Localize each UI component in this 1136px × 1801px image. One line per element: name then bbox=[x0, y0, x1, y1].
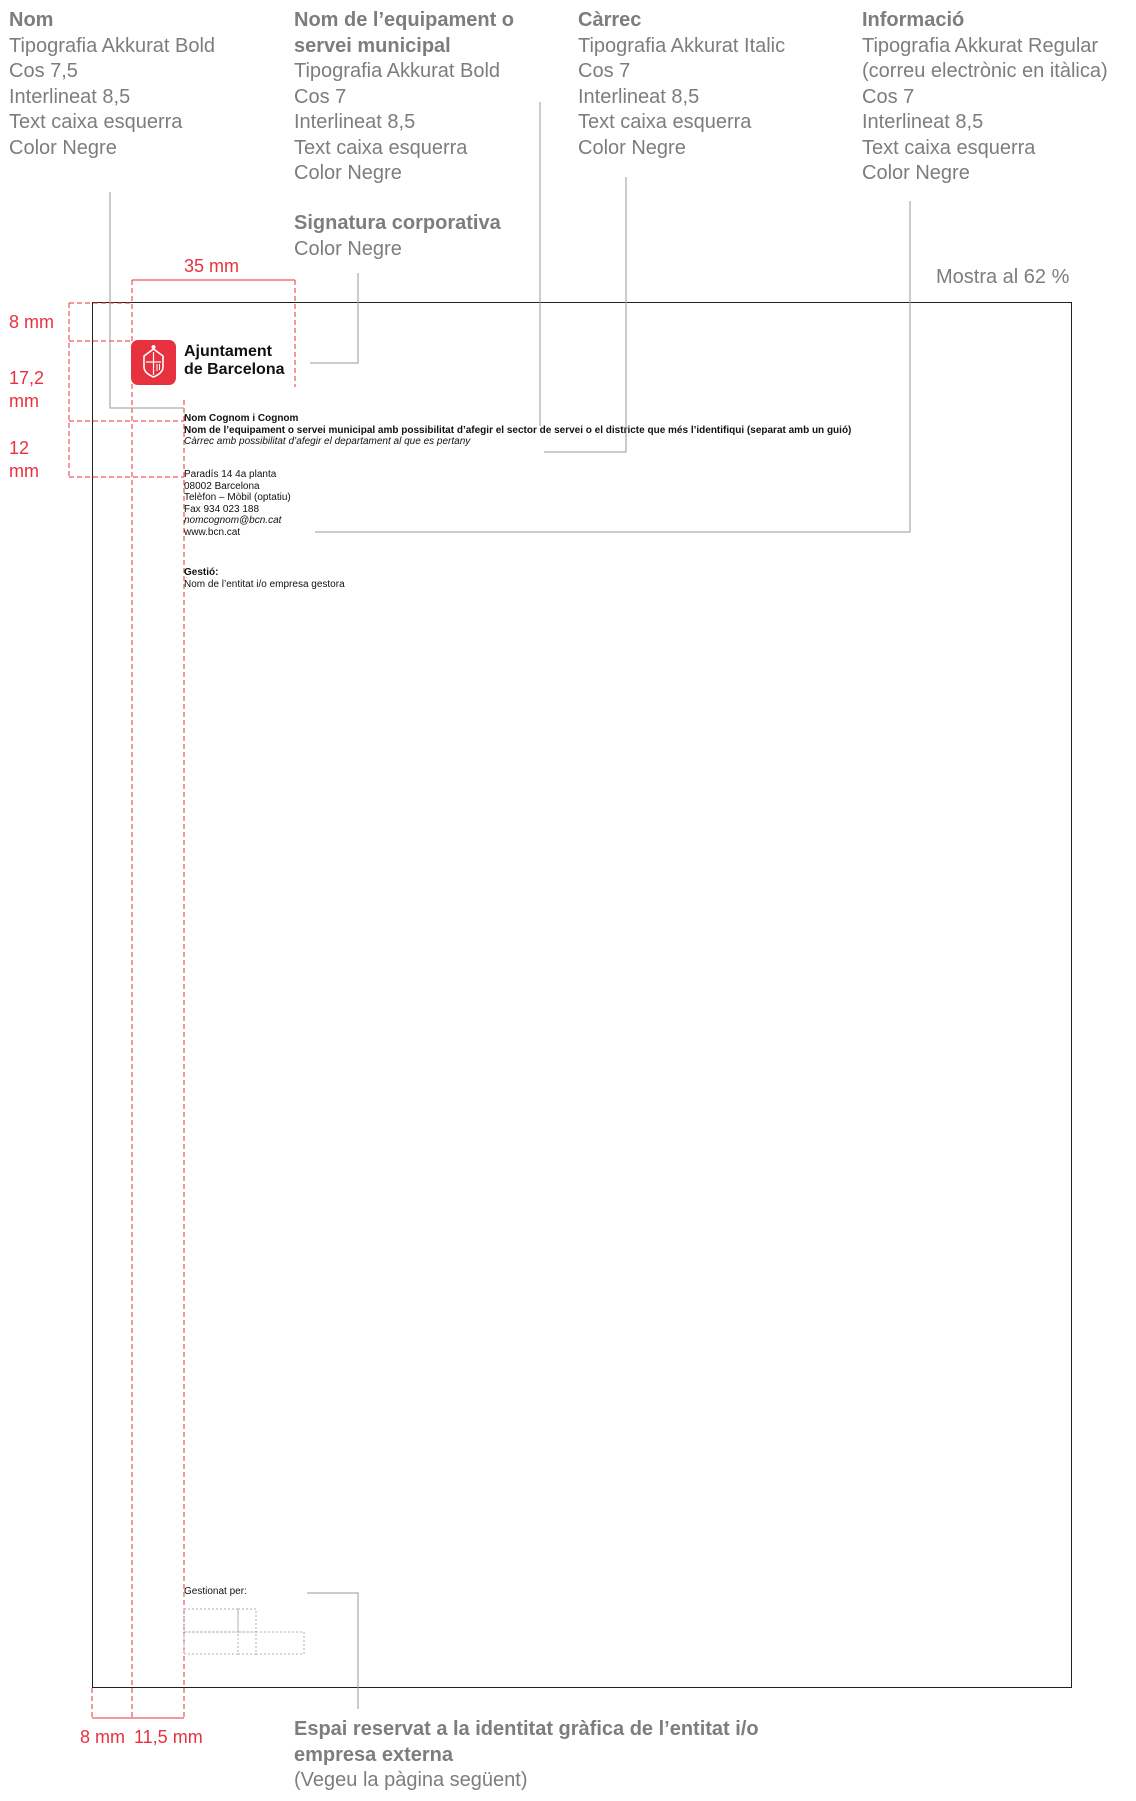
spec-carrec-line: Tipografia Akkurat Italic bbox=[578, 34, 786, 57]
spec-informacio-line: Tipografia Akkurat Regular bbox=[862, 34, 1099, 57]
spec-carrec-line: Color Negre bbox=[578, 136, 686, 159]
spec-informacio-line: (correu electrònic en itàlica) bbox=[862, 60, 1108, 82]
spec-carrec-heading: Càrrec bbox=[578, 9, 642, 31]
letter-equipment: Nom de l’equipament o servei municipal amb possibilitat d’afegir el sector de servei o el districte que més l’identifiqui (separat amb un guió) bbox=[184, 424, 852, 436]
spec-carrec-line: Interlineat 8,5 bbox=[578, 85, 700, 108]
measure-bottom-right: 11,5 mm bbox=[134, 1727, 203, 1747]
measure-top-width: 35 mm bbox=[184, 256, 240, 276]
callout-signatura bbox=[310, 273, 358, 363]
letter-phone: Telèfon – Mòbil (optatiu) bbox=[184, 492, 291, 503]
logo-line: de Barcelona bbox=[184, 361, 285, 378]
spec-nom-line: Interlineat 8,5 bbox=[9, 85, 131, 108]
measure-bottom-left: 8 mm bbox=[80, 1727, 125, 1747]
logo-line: Ajuntament bbox=[184, 343, 272, 360]
spec-equipament-line: Interlineat 8,5 bbox=[294, 111, 416, 133]
spec-signatura-line: Color Negre bbox=[294, 237, 402, 260]
callout-reserved-area bbox=[307, 1593, 358, 1709]
letter-position: Càrrec amb possibilitat d’afegir el departament al que es pertany bbox=[184, 436, 471, 447]
footer-note: (Vegeu la pàgina següent) bbox=[294, 1769, 528, 1791]
spec-carrec-line: Cos 7 bbox=[578, 60, 631, 82]
spec-nom-line: Color Negre bbox=[9, 136, 117, 159]
letter-managed-by: Gestionat per: bbox=[184, 1586, 247, 1597]
callout-carrec bbox=[544, 177, 626, 452]
callout-nom bbox=[110, 192, 184, 408]
footer-heading: Espai reservat a la identitat gràfica de l’entitat i/o bbox=[294, 1718, 759, 1740]
measure-logo-gap: 17,2 bbox=[9, 368, 45, 388]
spec-signatura-heading: Signatura corporativa bbox=[294, 212, 501, 234]
letter-address: 08002 Barcelona bbox=[184, 480, 260, 492]
spec-equipament-heading: Nom de l’equipament o bbox=[294, 9, 515, 31]
measure-margin-top: 8 mm bbox=[9, 312, 54, 332]
letter-email: nomcognom@bcn.cat bbox=[184, 515, 282, 526]
spec-equipament-line: Cos 7 bbox=[294, 85, 347, 108]
spec-nom-line: Text caixa esquerra bbox=[9, 111, 183, 133]
spec-informacio-line: Text caixa esquerra bbox=[862, 136, 1036, 159]
spec-informacio-heading: Informació bbox=[862, 9, 965, 31]
reserved-logo-area bbox=[184, 1609, 304, 1654]
footer-heading: empresa externa bbox=[294, 1743, 453, 1766]
spec-informacio-line: Cos 7 bbox=[862, 85, 915, 108]
spec-carrec-line: Text caixa esquerra bbox=[578, 111, 752, 133]
measure-text-gap-unit: mm bbox=[9, 461, 39, 481]
reserved-area-note bbox=[294, 1717, 759, 1794]
letter-gestio-value: Nom de l’entitat i/o empresa gestora bbox=[184, 578, 345, 590]
spec-equipament-line: Tipografia Akkurat Bold bbox=[294, 60, 501, 82]
callout-informacio bbox=[315, 201, 910, 532]
letter-web: www.bcn.cat bbox=[184, 526, 241, 538]
sample-scale-label: Mostra al 62 % bbox=[936, 266, 1070, 288]
spec-nom-heading: Nom bbox=[9, 9, 54, 31]
measure-text-gap: 12 bbox=[9, 438, 30, 458]
spec-equipament-line: Color Negre bbox=[294, 162, 402, 184]
letter-address: Paradís 14 4a planta bbox=[184, 469, 277, 480]
spec-equipament-line: Text caixa esquerra bbox=[294, 136, 468, 159]
letter-gestio-label: Gestió: bbox=[184, 567, 219, 578]
spec-informacio-line: Color Negre bbox=[862, 162, 970, 184]
spec-nom-line: Tipografia Akkurat Bold bbox=[9, 34, 216, 57]
letter-fax: Fax 934 023 188 bbox=[184, 503, 260, 515]
spec-equipament-heading: servei municipal bbox=[294, 34, 451, 57]
spec-nom-line: Cos 7,5 bbox=[9, 60, 78, 82]
measure-logo-gap-unit: mm bbox=[9, 391, 39, 411]
letter-name: Nom Cognom i Cognom bbox=[184, 413, 299, 424]
spec-informacio-line: Interlineat 8,5 bbox=[862, 111, 984, 133]
